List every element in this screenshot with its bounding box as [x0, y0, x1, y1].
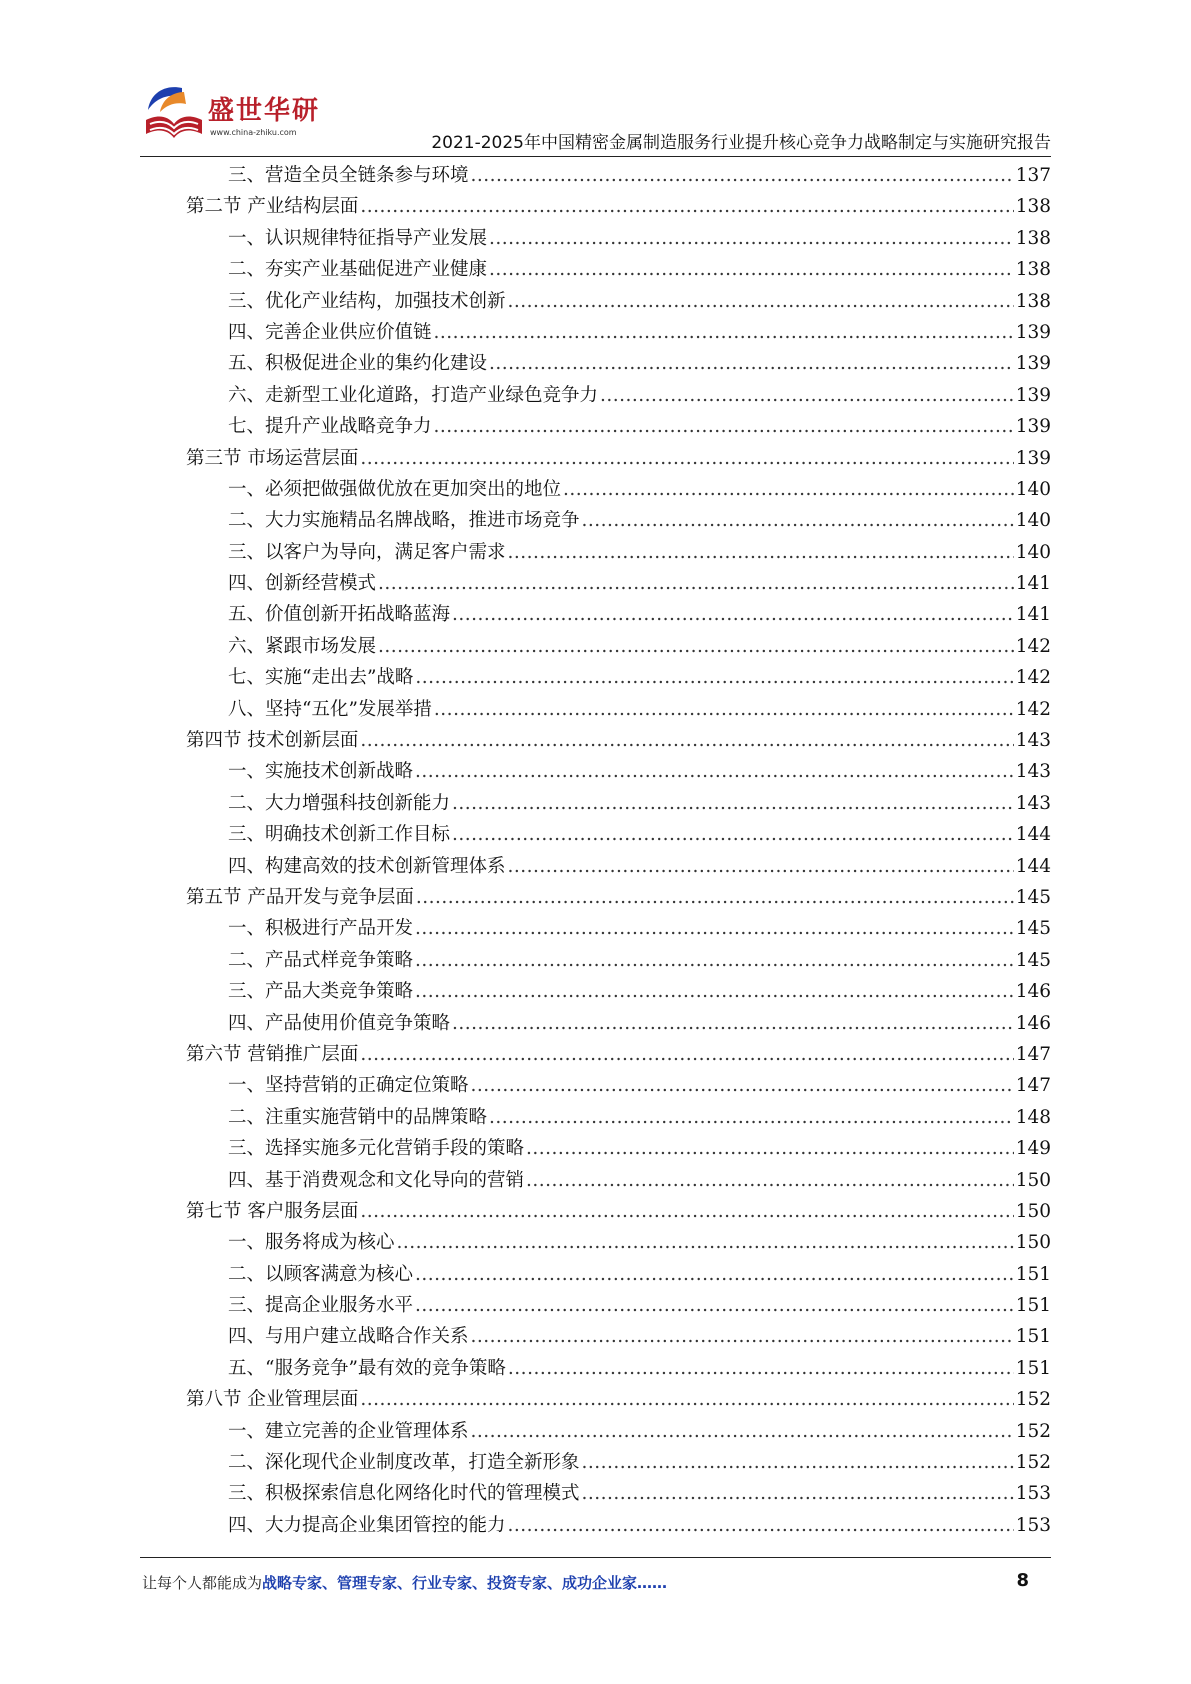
- page-number: 8: [1016, 1570, 1029, 1591]
- toc-subsection-entry[interactable]: [186, 1478, 1051, 1509]
- toc-leader-dots: [582, 1447, 1014, 1478]
- toc-leader-dots: [471, 1321, 1014, 1352]
- toc-subsection-entry[interactable]: [186, 411, 1051, 442]
- toc-subsection-entry[interactable]: [186, 1353, 1051, 1384]
- toc-subsection-entry[interactable]: [186, 631, 1051, 662]
- toc-entry-label: 二、注重实施营销中的品牌策略: [228, 1106, 488, 1128]
- toc-subsection-entry[interactable]: [186, 474, 1051, 505]
- toc-entry-page: 144: [1015, 855, 1051, 877]
- toc-entry-page: 149: [1015, 1138, 1051, 1160]
- toc-entry-label: 三、选择实施多元化营销手段的策略: [228, 1138, 525, 1160]
- toc-entry-page: 140: [1015, 541, 1051, 563]
- toc-entry-page: 143: [1015, 792, 1051, 814]
- toc-subsection-entry[interactable]: [186, 788, 1051, 819]
- toc-leader-dots: [452, 1008, 1014, 1039]
- toc-entry-label: 六、走新型工业化道路，打造产业绿色竞争力: [228, 384, 599, 406]
- toc-subsection-entry[interactable]: [186, 223, 1051, 254]
- toc-leader-dots: [489, 254, 1014, 285]
- toc-entry-label: 四、基于消费观念和文化导向的营销: [228, 1169, 525, 1191]
- toc-subsection-entry[interactable]: [186, 160, 1051, 191]
- table-of-contents: [186, 160, 1051, 1541]
- toc-entry-page: 141: [1015, 573, 1051, 595]
- toc-subsection-entry[interactable]: [186, 568, 1051, 599]
- toc-entry-page: 143: [1015, 730, 1051, 752]
- toc-subsection-entry[interactable]: [186, 1227, 1051, 1258]
- brand-name: 盛世华研: [208, 96, 321, 126]
- toc-entry-label: 三、明确技术创新工作目标: [228, 824, 451, 846]
- toc-leader-dots: [508, 537, 1014, 568]
- toc-entry-label: 四、完善企业供应价值链: [228, 321, 432, 343]
- toc-entry-label: 一、积极进行产品开发: [228, 918, 414, 940]
- toc-leader-dots: [378, 631, 1014, 662]
- toc-entry-page: 147: [1015, 1043, 1051, 1065]
- toc-subsection-entry[interactable]: [186, 1510, 1051, 1541]
- toc-leader-dots: [452, 819, 1014, 850]
- toc-entry-page: 137: [1015, 165, 1051, 186]
- toc-entry-label: 一、实施技术创新战略: [228, 761, 414, 783]
- toc-entry-page: 142: [1015, 635, 1051, 657]
- toc-entry-page: 139: [1015, 384, 1051, 406]
- toc-leader-dots: [526, 1133, 1014, 1164]
- company-logo: [142, 84, 321, 146]
- toc-entry-page: 147: [1015, 1075, 1051, 1097]
- toc-subsection-entry[interactable]: [186, 756, 1051, 787]
- toc-subsection-entry[interactable]: [186, 819, 1051, 850]
- toc-leader-dots: [434, 411, 1014, 442]
- toc-entry-label: 八、坚持“五化”发展举措: [228, 698, 432, 720]
- toc-entry-label: 三、产品大类竞争策略: [228, 981, 414, 1003]
- toc-leader-dots: [526, 1165, 1014, 1196]
- toc-leader-dots: [582, 505, 1014, 536]
- toc-section-entry[interactable]: [186, 725, 1051, 756]
- toc-leader-dots: [489, 223, 1014, 254]
- toc-entry-label: 第五节 产品开发与竞争层面: [186, 886, 414, 908]
- toc-entry-page: 151: [1015, 1326, 1051, 1348]
- toc-entry-label: 三、营造全员全链条参与环境: [228, 165, 469, 186]
- toc-subsection-entry[interactable]: [186, 1416, 1051, 1447]
- toc-subsection-entry[interactable]: [186, 317, 1051, 348]
- toc-leader-dots: [471, 1070, 1014, 1101]
- toc-entry-label: 一、认识规律特征指导产业发展: [228, 227, 488, 249]
- toc-entry-label: 三、提高企业服务水平: [228, 1295, 414, 1317]
- toc-entry-page: 145: [1015, 949, 1051, 971]
- book-logo-icon: [142, 84, 206, 146]
- report-title: 2021-2025年中国精密金属制造服务行业提升核心竞争力战略制定与实施研究报告: [431, 133, 1051, 153]
- toc-entry-page: 153: [1015, 1483, 1051, 1505]
- toc-entry-page: 144: [1015, 824, 1051, 846]
- toc-subsection-entry[interactable]: [186, 537, 1051, 568]
- toc-leader-dots: [508, 286, 1014, 317]
- toc-entry-label: 五、积极促进企业的集约化建设: [228, 353, 488, 375]
- toc-entry-label: 二、大力增强科技创新能力: [228, 792, 451, 814]
- toc-leader-dots: [452, 599, 1014, 630]
- toc-entry-page: 138: [1015, 196, 1051, 218]
- toc-entry-page: 153: [1015, 1514, 1051, 1536]
- toc-subsection-entry[interactable]: [186, 348, 1051, 379]
- toc-subsection-entry[interactable]: [186, 1165, 1051, 1196]
- toc-entry-label: 一、建立完善的企业管理体系: [228, 1420, 469, 1442]
- toc-subsection-entry[interactable]: [186, 1008, 1051, 1039]
- toc-subsection-entry[interactable]: [186, 599, 1051, 630]
- toc-leader-dots: [471, 160, 1014, 191]
- toc-entry-page: 138: [1015, 290, 1051, 312]
- toc-entry-page: 148: [1015, 1106, 1051, 1128]
- toc-subsection-entry[interactable]: [186, 1070, 1051, 1101]
- toc-leader-dots: [415, 1259, 1014, 1290]
- toc-subsection-entry[interactable]: [186, 1102, 1051, 1133]
- slogan-prefix: 让每个人都能成为: [142, 1574, 263, 1592]
- toc-leader-dots: [471, 1416, 1014, 1447]
- toc-entry-label: 四、构建高效的技术创新管理体系: [228, 855, 506, 877]
- toc-entry-label: 二、夯实产业基础促进产业健康: [228, 259, 488, 281]
- toc-entry-label: 一、坚持营销的正确定位策略: [228, 1075, 469, 1097]
- toc-entry-page: 142: [1015, 667, 1051, 689]
- toc-leader-dots: [360, 191, 1013, 222]
- toc-entry-label: 四、创新经营模式: [228, 573, 377, 595]
- toc-entry-label: 七、提升产业战略竞争力: [228, 416, 432, 438]
- toc-entry-page: 146: [1015, 981, 1051, 1003]
- toc-entry-label: 七、实施“走出去”战略: [228, 667, 414, 689]
- toc-entry-page: 142: [1015, 698, 1051, 720]
- toc-entry-page: 143: [1015, 761, 1051, 783]
- toc-leader-dots: [434, 694, 1014, 725]
- toc-leader-dots: [415, 1290, 1014, 1321]
- toc-entry-label: 第八节 企业管理层面: [186, 1389, 359, 1411]
- footer-slogan: [142, 1572, 667, 1593]
- toc-subsection-entry[interactable]: [186, 1259, 1051, 1290]
- page-footer: [142, 1572, 1051, 1600]
- toc-leader-dots: [582, 1478, 1014, 1509]
- toc-leader-dots: [600, 380, 1014, 411]
- toc-leader-dots: [489, 348, 1014, 379]
- toc-entry-label: 三、优化产业结构，加强技术创新: [228, 290, 506, 312]
- toc-leader-dots: [508, 1353, 1014, 1384]
- toc-entry-label: 二、产品式样竞争策略: [228, 949, 414, 971]
- footer-divider: [140, 1557, 1051, 1558]
- toc-entry-label: 二、以顾客满意为核心: [228, 1263, 414, 1285]
- toc-leader-dots: [360, 725, 1013, 756]
- toc-entry-label: 二、深化现代企业制度改革，打造全新形象: [228, 1452, 580, 1474]
- toc-entry-page: 145: [1015, 918, 1051, 940]
- toc-subsection-entry[interactable]: [186, 976, 1051, 1007]
- toc-entry-label: 四、大力提高企业集团管控的能力: [228, 1514, 506, 1536]
- toc-leader-dots: [415, 756, 1014, 787]
- toc-leader-dots: [360, 1039, 1013, 1070]
- toc-leader-dots: [415, 976, 1014, 1007]
- toc-leader-dots: [508, 1510, 1014, 1541]
- toc-entry-page: 152: [1015, 1389, 1051, 1411]
- toc-subsection-entry[interactable]: [186, 1447, 1051, 1478]
- toc-entry-label: 第七节 客户服务层面: [186, 1200, 359, 1222]
- toc-subsection-entry[interactable]: [186, 945, 1051, 976]
- toc-subsection-entry[interactable]: [186, 254, 1051, 285]
- toc-subsection-entry[interactable]: [186, 913, 1051, 944]
- toc-subsection-entry[interactable]: [186, 1290, 1051, 1321]
- toc-entry-page: 139: [1015, 321, 1051, 343]
- toc-entry-page: 150: [1015, 1200, 1051, 1222]
- toc-subsection-entry[interactable]: [186, 662, 1051, 693]
- toc-entry-label: 第四节 技术创新层面: [186, 730, 359, 752]
- toc-leader-dots: [415, 913, 1014, 944]
- toc-entry-page: 152: [1015, 1420, 1051, 1442]
- toc-leader-dots: [489, 1102, 1014, 1133]
- toc-subsection-entry[interactable]: [186, 1133, 1051, 1164]
- toc-leader-dots: [360, 443, 1013, 474]
- brand-url: www.china-zhiku.com: [210, 128, 297, 137]
- toc-entry-page: 140: [1015, 510, 1051, 532]
- toc-leader-dots: [452, 788, 1014, 819]
- toc-entry-page: 152: [1015, 1452, 1051, 1474]
- toc-entry-label: 第二节 产业结构层面: [186, 196, 359, 218]
- toc-entry-label: 三、积极探索信息化网络化时代的管理模式: [228, 1483, 580, 1505]
- page-header: [0, 0, 1191, 160]
- toc-leader-dots: [397, 1227, 1014, 1258]
- toc-subsection-entry[interactable]: [186, 1321, 1051, 1352]
- toc-entry-label: 四、与用户建立战略合作关系: [228, 1326, 469, 1348]
- toc-leader-dots: [508, 851, 1014, 882]
- toc-leader-dots: [563, 474, 1014, 505]
- toc-entry-label: 三、以客户为导向，满足客户需求: [228, 541, 506, 563]
- toc-entry-label: 二、大力实施精品名牌战略，推进市场竞争: [228, 510, 580, 532]
- toc-entry-page: 139: [1015, 353, 1051, 375]
- toc-entry-label: 第三节 市场运营层面: [186, 447, 359, 469]
- toc-leader-dots: [415, 662, 1013, 693]
- toc-leader-dots: [360, 1384, 1013, 1415]
- toc-entry-page: 150: [1015, 1232, 1051, 1254]
- toc-subsection-entry[interactable]: [186, 286, 1051, 317]
- header-divider: [140, 156, 1051, 157]
- toc-entry-page: 138: [1015, 227, 1051, 249]
- toc-entry-label: 五、“服务竞争”最有效的竞争策略: [228, 1357, 506, 1379]
- toc-entry-page: 145: [1015, 886, 1051, 908]
- toc-entry-page: 151: [1015, 1295, 1051, 1317]
- toc-entry-label: 一、必须把做强做优放在更加突出的地位: [228, 478, 562, 500]
- toc-leader-dots: [434, 317, 1014, 348]
- toc-entry-page: 146: [1015, 1012, 1051, 1034]
- toc-entry-label: 一、服务将成为核心: [228, 1232, 395, 1254]
- slogan-accent: 战略专家、管理专家、行业专家、投资专家、成功企业家……: [262, 1574, 668, 1592]
- toc-entry-page: 150: [1015, 1169, 1051, 1191]
- toc-entry-page: 151: [1015, 1263, 1051, 1285]
- toc-subsection-entry[interactable]: [186, 851, 1051, 882]
- toc-section-entry[interactable]: [186, 1039, 1051, 1070]
- toc-entry-page: 141: [1015, 604, 1051, 626]
- toc-entry-page: 138: [1015, 259, 1051, 281]
- toc-subsection-entry[interactable]: [186, 380, 1051, 411]
- toc-leader-dots: [360, 1196, 1013, 1227]
- toc-subsection-entry[interactable]: [186, 505, 1051, 536]
- toc-entry-page: 139: [1015, 416, 1051, 438]
- toc-leader-dots: [378, 568, 1014, 599]
- toc-entry-page: 151: [1015, 1357, 1051, 1379]
- toc-section-entry[interactable]: [186, 1196, 1051, 1227]
- toc-section-entry[interactable]: [186, 1384, 1051, 1415]
- toc-subsection-entry[interactable]: [186, 694, 1051, 725]
- toc-section-entry[interactable]: [186, 191, 1051, 222]
- toc-entry-page: 139: [1015, 447, 1051, 469]
- toc-section-entry[interactable]: [186, 443, 1051, 474]
- toc-entry-label: 第六节 营销推广层面: [186, 1043, 359, 1065]
- toc-entry-label: 六、紧跟市场发展: [228, 635, 377, 657]
- toc-leader-dots: [416, 882, 1014, 913]
- toc-entry-label: 四、产品使用价值竞争策略: [228, 1012, 451, 1034]
- toc-entry-page: 140: [1015, 478, 1051, 500]
- toc-section-entry[interactable]: [186, 882, 1051, 913]
- toc-leader-dots: [415, 945, 1014, 976]
- toc-entry-label: 五、价值创新开拓战略蓝海: [228, 604, 451, 626]
